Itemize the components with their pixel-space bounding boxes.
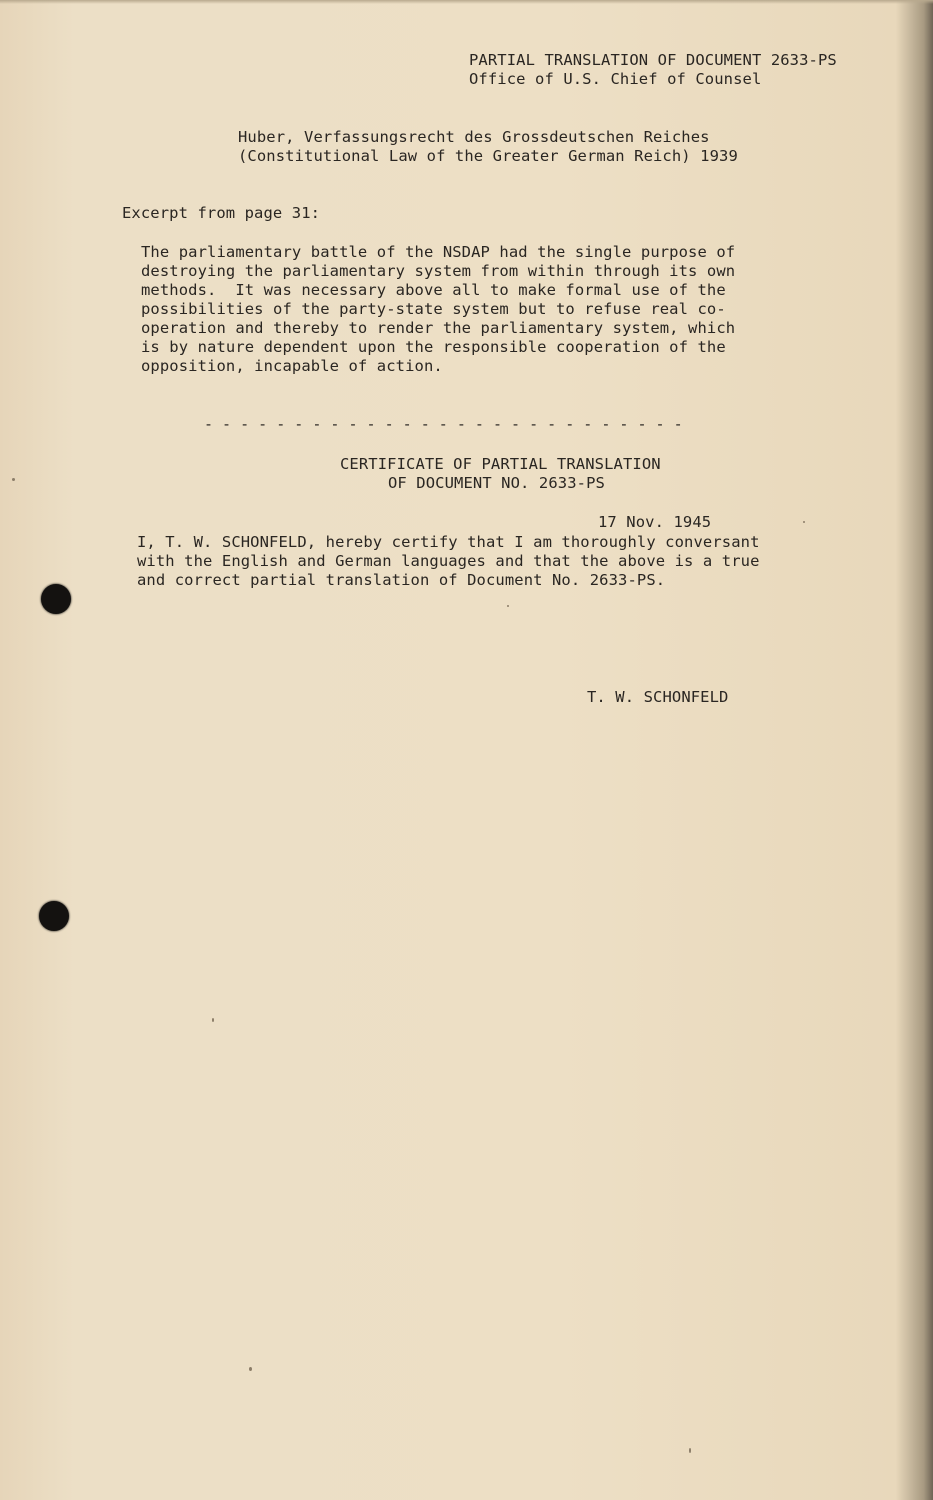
paper-speck: [212, 1018, 214, 1022]
certificate-line: with the English and German languages and that the above is a true: [137, 552, 760, 570]
header-office: Office of U.S. Chief of Counsel: [469, 70, 762, 88]
excerpt-line: operation and thereby to render the parliamentary system, which: [141, 319, 736, 337]
certificate-line: I, T. W. SCHONFELD, hereby certify that I am thoroughly conversant: [137, 533, 760, 551]
certificate-line: and correct partial translation of Document No. 2633-PS.: [137, 571, 666, 589]
punch-hole: [41, 584, 71, 614]
header-title: PARTIAL TRANSLATION OF DOCUMENT 2633-PS: [469, 51, 837, 69]
paper-speck: [507, 605, 509, 607]
punch-hole: [39, 901, 69, 931]
paper-speck: [249, 1367, 252, 1371]
excerpt-line: is by nature dependent upon the responsible cooperation of the: [141, 338, 726, 356]
paper-speck: [689, 1448, 691, 1453]
signature-name: T. W. SCHONFELD: [587, 688, 729, 706]
excerpt-line: opposition, incapable of action.: [141, 357, 443, 375]
paper-speck: [803, 521, 805, 523]
excerpt-line: destroying the parliamentary system from within through its own: [141, 262, 736, 280]
certificate-date: 17 Nov. 1945: [598, 513, 712, 531]
citation-line-2: (Constitutional Law of the Greater German Reich) 1939: [238, 147, 738, 165]
excerpt-label: Excerpt from page 31:: [122, 204, 321, 222]
paper-speck: [12, 478, 15, 481]
page-top-edge: [0, 0, 933, 4]
certificate-title: CERTIFICATE OF PARTIAL TRANSLATION: [340, 455, 661, 473]
excerpt-line: The parliamentary battle of the NSDAP had the single purpose of: [141, 243, 736, 261]
excerpt-line: possibilities of the party-state system but to refuse real co-: [141, 300, 726, 318]
citation-line-1: Huber, Verfassungsrecht des Grossdeutschen Reiches: [238, 128, 710, 146]
certificate-subtitle: OF DOCUMENT NO. 2633-PS: [388, 474, 605, 492]
excerpt-line: methods. It was necessary above all to make formal use of the: [141, 281, 726, 299]
dashed-divider: - - - - - - - - - - - - - - - - - - - - - - - - - - -: [204, 417, 683, 431]
